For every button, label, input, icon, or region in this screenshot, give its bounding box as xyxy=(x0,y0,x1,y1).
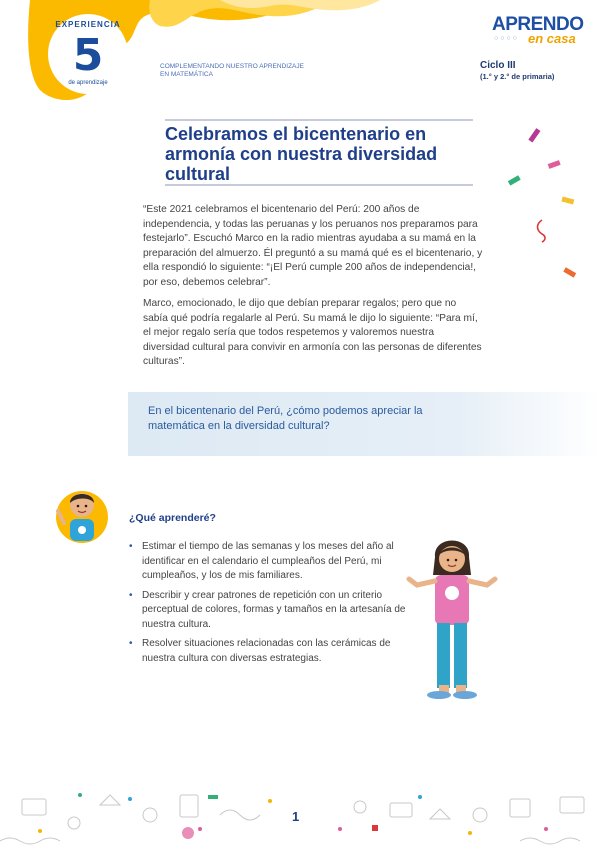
title-divider-top xyxy=(165,119,473,121)
list-item xyxy=(128,540,418,584)
logo-dots-decoration: ○○○○ xyxy=(494,35,519,42)
cycle-label: Ciclo III xyxy=(480,60,516,71)
header-subtitle-line2: EN MATEMÁTICA xyxy=(160,71,213,78)
confetti-decoration xyxy=(500,120,590,290)
page-title: Celebramos el bicentenario en armonía con nuestra diversidad cultural xyxy=(165,124,438,184)
header-subtitle xyxy=(160,63,304,79)
question-text: En el bicentenario del Perú, ¿cómo podemos apreciar la matemática en la diversidad cultural? xyxy=(148,405,423,432)
title-divider-bottom xyxy=(165,184,473,186)
story-paragraph-1: “Este 2021 celebramos el bicentenario del Perú: 200 años de independencia, y todas las peruanas y los peruanos nos preparamos para festejarlo”. Escuchó Marco en la radio mientras ayudaba a su mamá en la preparación del almuerzo. Él preguntó a su mamá qué es el bicentenario, y ella respondió lo siguiente: “¡El Perú cumple 200 años de independencia!, por eso, debemos celebrar”. xyxy=(143,204,483,288)
logo-sub: en casa xyxy=(528,31,576,46)
badge-top-label: EXPERIENCIA xyxy=(55,20,121,29)
bullet-icon: • xyxy=(129,541,133,552)
page-number: 1 xyxy=(292,809,300,824)
logo-main: APRENDO xyxy=(492,14,584,35)
footer-doodle-band xyxy=(0,785,600,849)
learning-item-text: Estimar el tiempo de las semanas y los meses del año al identificar en el calendario el cumpleaños del Perú, mi cumpleaños, y los de mis familiares. xyxy=(142,541,394,581)
badge-number: 5 xyxy=(72,30,104,81)
learning-list xyxy=(128,540,418,671)
girl-illustration xyxy=(405,535,500,710)
learning-item-text: Describir y crear patrones de repetición con un criterio perceptual de colores, formas y tamaños en la artesanía de nuestra cultura. xyxy=(142,589,406,630)
list-item xyxy=(128,589,418,633)
badge-bottom-label: de aprendizaje xyxy=(68,80,108,86)
bullet-icon: • xyxy=(129,589,133,601)
list-item xyxy=(128,637,418,666)
story-paragraph-2: Marco, emocionado, le dijo que debían preparar regalos; pero que no sabía qué podría regalarle al Perú. Su mamá le dijo lo siguiente: “Para mí, el mejor regalo sería que todos respetemos y valoremos nuestra diversidad cultural para convivir en armonía con las personas de diferentes culturas”. xyxy=(143,298,482,367)
experience-badge xyxy=(48,14,128,94)
learning-item-text: Resolver situaciones relacionadas con las cerámicas de nuestra cultura con diversas estrategias. xyxy=(142,638,391,664)
bullet-icon: • xyxy=(129,638,133,649)
header-subtitle-line1: COMPLEMENTANDO NUESTRO APRENDIZAJE xyxy=(160,63,304,70)
learning-title: ¿Qué aprenderé? xyxy=(129,512,216,524)
grades-label: (1.° y 2.° de primaria) xyxy=(480,72,555,81)
boy-avatar-illustration xyxy=(50,485,110,545)
